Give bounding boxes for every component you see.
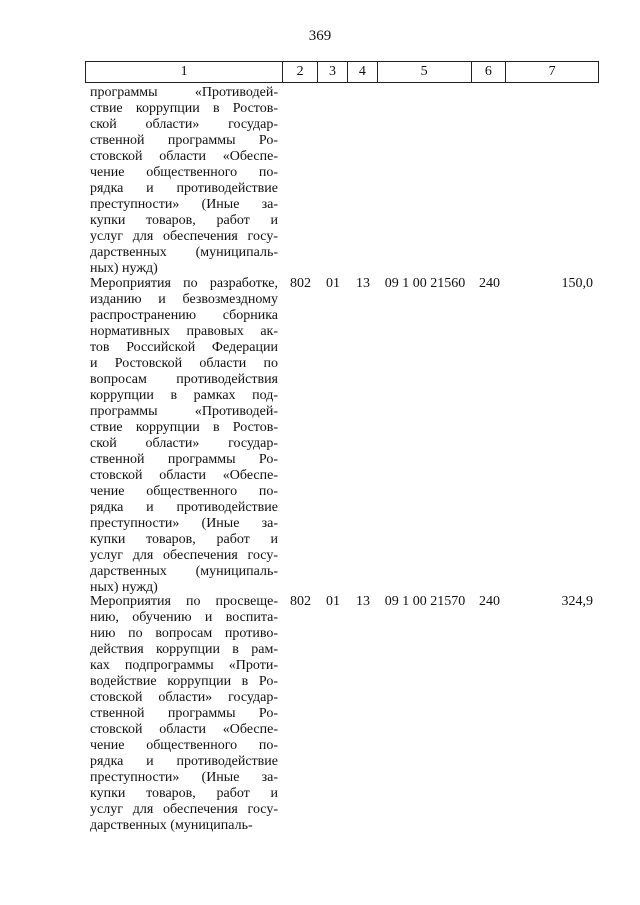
description-line: ской области» государ- — [90, 117, 278, 132]
table-row — [85, 85, 599, 277]
table-row — [85, 276, 599, 596]
row-col3: 01 — [326, 276, 340, 291]
description-line: стовской области «Обеспе- — [90, 722, 278, 737]
description-line: рядка и противодействие — [90, 500, 278, 515]
column-header-6: 6 — [472, 62, 507, 82]
row-col5 — [378, 85, 472, 277]
row-description — [85, 276, 283, 596]
description-line: изданию и безвозмездному — [90, 292, 278, 307]
description-line: купки товаров, работ и — [90, 213, 278, 228]
row-col2: 802 — [290, 276, 311, 291]
description-line: Мероприятия по разработке, — [90, 276, 278, 291]
column-header-2: 2 — [283, 62, 318, 82]
description-line: распространению сборника — [90, 308, 278, 323]
column-header-4: 4 — [348, 62, 378, 82]
description-line: нормативных правовых ак- — [90, 324, 278, 339]
row-col4: 13 — [356, 594, 370, 609]
description-line: купки товаров, работ и — [90, 786, 278, 801]
description-line: услуг для обеспечения госу- — [90, 229, 278, 244]
description-line: нию, обучению и воспита- — [90, 610, 278, 625]
description-line: дарственных (муниципаль- — [90, 818, 253, 833]
description-line: стовской области» государ- — [90, 690, 278, 705]
description-line: рядка и противодействие — [90, 754, 278, 769]
row-amount: 150,0 — [561, 276, 593, 291]
description-line: ствие коррупции в Ростов- — [90, 101, 278, 116]
description-line: ных) нужд) — [90, 580, 158, 595]
row-col5: 09 1 00 21570 — [384, 594, 466, 609]
description-line: ственной программы Ро- — [90, 133, 278, 148]
description-line: тов Российской Федерации — [90, 340, 278, 355]
row-col2 — [283, 85, 318, 277]
description-line: ственной программы Ро- — [90, 706, 278, 721]
description-line: чение общественного по- — [90, 484, 278, 499]
description-line: преступности» (Иные за- — [90, 197, 278, 212]
column-header-3: 3 — [318, 62, 348, 82]
row-col4: 13 — [356, 276, 370, 291]
row-col3 — [318, 85, 348, 277]
row-description — [85, 85, 283, 277]
page-number: 369 — [308, 28, 332, 44]
description-line: стовской области «Обеспе- — [90, 468, 278, 483]
description-line: ных) нужд) — [90, 261, 158, 276]
description-line: дарственных (муниципаль- — [90, 564, 278, 579]
row-description — [85, 594, 283, 834]
row-col6: 240 — [479, 594, 500, 609]
row-col6: 240 — [479, 276, 500, 291]
description-line: стовской области «Обеспе- — [90, 149, 278, 164]
description-line: водействие коррупции в Ро- — [90, 674, 278, 689]
table-row — [85, 594, 599, 834]
column-header-5: 5 — [378, 62, 472, 82]
description-line: чение общественного по- — [90, 165, 278, 180]
table-header-row — [85, 61, 599, 83]
column-header-7: 7 — [548, 64, 556, 79]
description-line: преступности» (Иные за- — [90, 770, 278, 785]
row-amount — [507, 85, 599, 277]
description-line: услуг для обеспечения госу- — [90, 802, 278, 817]
row-col5: 09 1 00 21560 — [384, 276, 466, 291]
description-line: ской области» государ- — [90, 436, 278, 451]
description-line: дарственных (муниципаль- — [90, 245, 278, 260]
description-line: рядка и противодействие — [90, 181, 278, 196]
description-line: услуг для обеспечения госу- — [90, 548, 278, 563]
description-line: преступности» (Иные за- — [90, 516, 278, 531]
row-col3: 01 — [326, 594, 340, 609]
description-line: программы «Противодей- — [90, 404, 278, 419]
description-line: и Ростовской области по — [90, 356, 278, 371]
description-line: ствие коррупции в Ростов- — [90, 420, 278, 435]
description-line: действия коррупции в рам- — [90, 642, 278, 657]
description-line: ственной программы Ро- — [90, 452, 278, 467]
description-line: чение общественного по- — [90, 738, 278, 753]
row-col2: 802 — [290, 594, 311, 609]
row-col4 — [348, 85, 378, 277]
description-line: программы «Противодей- — [90, 85, 278, 100]
description-line: купки товаров, работ и — [90, 532, 278, 547]
row-col6 — [472, 85, 507, 277]
row-amount: 324,9 — [561, 594, 593, 609]
description-line: Мероприятия по просвеще- — [90, 594, 278, 609]
column-header-1: 1 — [86, 62, 283, 82]
description-line: вопросам противодействия — [90, 372, 278, 387]
description-line: коррупции в рамках под- — [90, 388, 278, 403]
description-line: ках подпрограммы «Проти- — [90, 658, 278, 673]
description-line: нию по вопросам противо- — [90, 626, 278, 641]
